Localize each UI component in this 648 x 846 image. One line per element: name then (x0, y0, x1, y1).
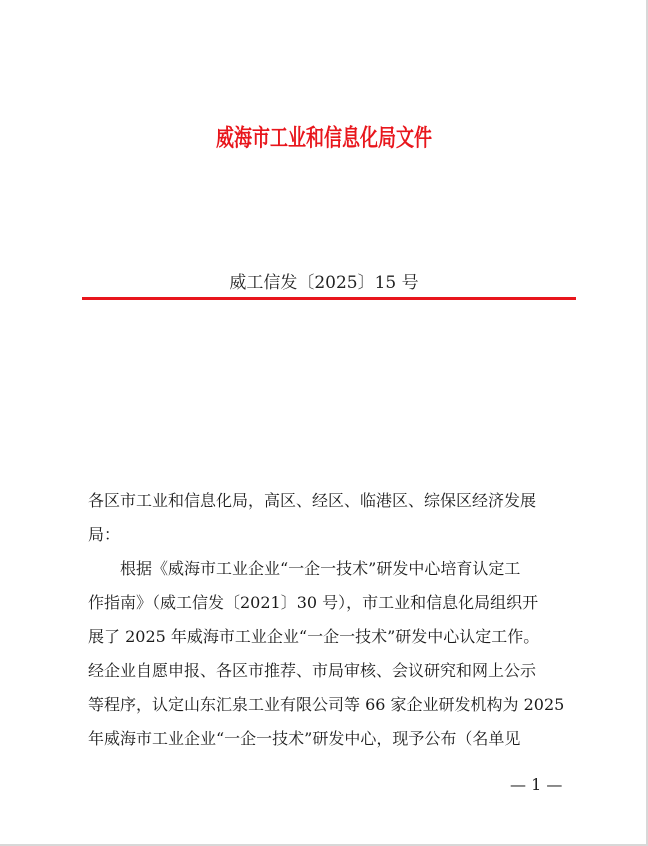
body-line-1: 各区市工业和信息化局，高区、经区、临港区、综保区经济发展 (88, 491, 537, 510)
body-line-6: 经企业自愿申报、各区市推荐、市局审核、会议研究和网上公示 (88, 661, 537, 680)
document-number: 威工信发〔2025〕15 号 (229, 273, 419, 293)
body-line-8: 年威海市工业企业“一企一技术”研发中心，现予公布（名单见 (88, 729, 521, 748)
body-line-2: 局： (88, 525, 121, 544)
red-divider-line (82, 297, 576, 300)
document-masthead: 威海市工业和信息化局文件 (216, 125, 432, 152)
body-line-3: 根据《威海市工业企业“一企一技术”研发中心培育认定工 (120, 559, 521, 578)
body-line-5: 展了 2025 年威海市工业企业“一企一技术”研发中心认定工作。 (88, 627, 540, 646)
body-line-4: 作指南》（威工信发〔2021〕30 号），市工业和信息化局组织开 (88, 593, 539, 612)
body-line-7: 等程序，认定山东汇泉工业有限公司等 66 家企业研发机构为 2025 (88, 695, 565, 714)
page-number: — 1 — (510, 775, 563, 794)
